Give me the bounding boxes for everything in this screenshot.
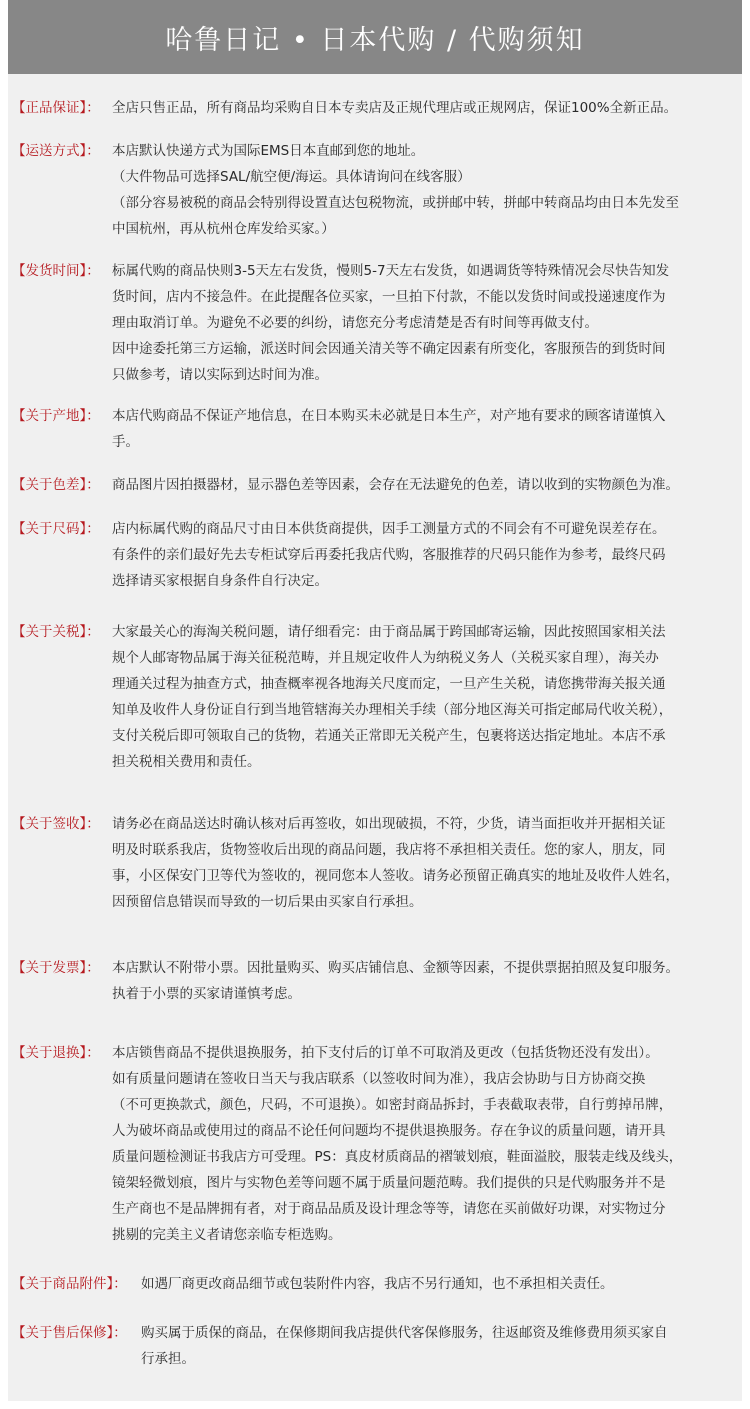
section-label: 【运送方式】：	[12, 143, 100, 159]
section-line: 质量问题检测证书我店方可受理。PS：真皮材质商品的褶皱划痕，鞋面溢胶，服装走线及线头，	[112, 1149, 683, 1165]
section-line: 本店锁售商品不提供退换服务，拍下支付后的订单不可取消及更改（包括货物还没有发出）。	[112, 1045, 659, 1061]
section-line: 中国杭州，再从杭州仓库发给买家。）	[112, 221, 335, 237]
section-content	[112, 516, 738, 594]
section-line: 明及时联系我店，货物签收后出现的商品问题，我店将不承担相关责任。您的家人，朋友，同	[112, 842, 666, 858]
section-label: 【关于售后保修】：	[12, 1325, 127, 1341]
section-label: 【正品保证】：	[12, 100, 100, 116]
section-label: 【关于商品附件】：	[12, 1276, 127, 1292]
section-content	[112, 95, 738, 121]
section-line: （大件物品可选择SAL/航空便/海运。具体请询问在线客服）	[112, 169, 471, 185]
section-content	[112, 811, 738, 915]
section-line: 本店默认不附带小票。因批量购买、购买店铺信息、金额等因素，不提供票据拍照及复印服务。	[112, 960, 679, 976]
section-line: 因中途委托第三方运输，派送时间会因通关清关等不确定因素有所变化，客服预告的到货时间	[112, 341, 666, 357]
section-label: 【关于发票】：	[12, 960, 100, 976]
section-content	[141, 1320, 738, 1372]
section-line: 如遇厂商更改商品细节或包装附件内容，我店不另行通知，也不承担相关责任。	[141, 1276, 614, 1292]
section-line: 本店默认快递方式为国际EMS日本直邮到您的地址。	[112, 143, 425, 159]
section-line: （部分容易被税的商品会特别得设置直达包税物流，或拼邮中转，拼邮中转商品均由日本先发至	[112, 195, 679, 211]
section-line: 标属代购的商品快则3-5天左右发货，慢则5-7天左右发货，如遇调货等特殊情况会尽快告知发	[112, 263, 670, 279]
section-line: 镜架轻微划痕，图片与实物色差等问题不属于质量问题范畴。我们提供的只是代购服务并不是	[112, 1175, 666, 1191]
section-line: 购买属于质保的商品，在保修期间我店提供代客保修服务，往返邮资及维修费用须买家自	[141, 1325, 668, 1341]
section-line: 全店只售正品，所有商品均采购自日本专卖店及正规代理店或正规网店，保证100%全新正品。	[112, 100, 678, 116]
section-content	[112, 403, 738, 455]
section-line: 商品图片因拍摄器材，显示器色差等因素，会存在无法避免的色差，请以收到的实物颜色为准。	[112, 477, 679, 493]
section-line: 行承担。	[141, 1351, 195, 1367]
section-line: 生产商也不是品牌拥有者，对于商品品质及设计理念等等，请您在买前做好功课，对实物过分	[112, 1201, 666, 1217]
section-label: 【关于色差】：	[12, 477, 100, 493]
page-title: 哈鲁日记 • 日本代购 / 代购须知	[165, 24, 585, 56]
section-line: 理通关过程为抽查方式，抽查概率视各地海关尺度而定，一旦产生关税，请您携带海关报关通	[112, 676, 666, 692]
section-line: 选择请买家根据自身条件自行决定。	[112, 573, 328, 589]
section-line: 有条件的亲们最好先去专柜试穿后再委托我店代购，客服推荐的尺码只能作为参考，最终尺码	[112, 547, 666, 563]
section-line: 理由取消订单。为避免不必要的纠纷，请您充分考虑清楚是否有时间等再做支付。	[112, 315, 598, 331]
notice-page	[8, 0, 742, 1401]
section-label: 【关于签收】：	[12, 816, 100, 832]
section-line: 如有质量问题请在签收日当天与我店联系（以签收时间为准），我店会协助与日方协商交换	[112, 1071, 646, 1087]
section-label: 【关于尺码】：	[12, 521, 100, 537]
section-content	[141, 1271, 738, 1297]
section-label: 【关于退换】：	[12, 1045, 100, 1061]
section-line: 担关税相关费用和责任。	[112, 754, 261, 770]
section-label: 【关于关税】：	[12, 624, 100, 640]
section-content	[112, 955, 738, 1007]
section-line: 挑剔的完美主义者请您亲临专柜选购。	[112, 1227, 342, 1243]
section-line: 执着于小票的买家请谨慎考虑。	[112, 986, 301, 1002]
section-content	[112, 1040, 738, 1248]
section-line: 大家最关心的海淘关税问题，请仔细看完：由于商品属于跨国邮寄运输，因此按照国家相关法	[112, 624, 666, 640]
section-label: 【发货时间】：	[12, 263, 100, 279]
section-line: 人为破坏商品或使用过的商品不论任何问题均不提供退换服务。存在争议的质量问题，请开具	[112, 1123, 666, 1139]
section-line: 规个人邮寄物品属于海关征税范畴，并且规定收件人为纳税义务人（关税买家自理），海关办	[112, 650, 659, 666]
section-content	[112, 619, 738, 775]
section-line: 只做参考，请以实际到达时间为准。	[112, 367, 328, 383]
page-header	[8, 0, 742, 74]
section-content	[112, 138, 738, 242]
section-content	[112, 258, 738, 388]
section-line: 店内标属代购的商品尺寸由日本供货商提供，因手工测量方式的不同会有不可避免误差存在。	[112, 521, 666, 537]
section-line: 请务必在商品送达时确认核对后再签收，如出现破损，不符，少货，请当面拒收并开据相关证	[112, 816, 666, 832]
section-line: 本店代购商品不保证产地信息，在日本购买未必就是日本生产，对产地有要求的顾客请谨慎入	[112, 408, 666, 424]
section-line: 知单及收件人身份证自行到当地管辖海关办理相关手续（部分地区海关可指定邮局代收关税），	[112, 702, 673, 718]
section-line: 支付关税后即可领取自己的货物，若通关正常即无关税产生，包裹将送达指定地址。本店不承	[112, 728, 666, 744]
section-line: 事，小区保安门卫等代为签收的，视同您本人签收。请务必预留正确真实的地址及收件人姓名，	[112, 868, 679, 884]
section-line: 货时间，店内不接急件。在此提醒各位买家，一旦拍下付款，不能以发货时间或投递速度作为	[112, 289, 666, 305]
section-content	[112, 472, 738, 498]
section-line: 因预留信息错误而导致的一切后果由买家自行承担。	[112, 894, 423, 910]
section-label: 【关于产地】：	[12, 408, 100, 424]
section-line: 手。	[112, 434, 139, 450]
section-line: （不可更换款式，颜色，尺码，不可退换）。如密封商品拆封，手表截取表带，自行剪掉吊牌，	[112, 1097, 673, 1113]
